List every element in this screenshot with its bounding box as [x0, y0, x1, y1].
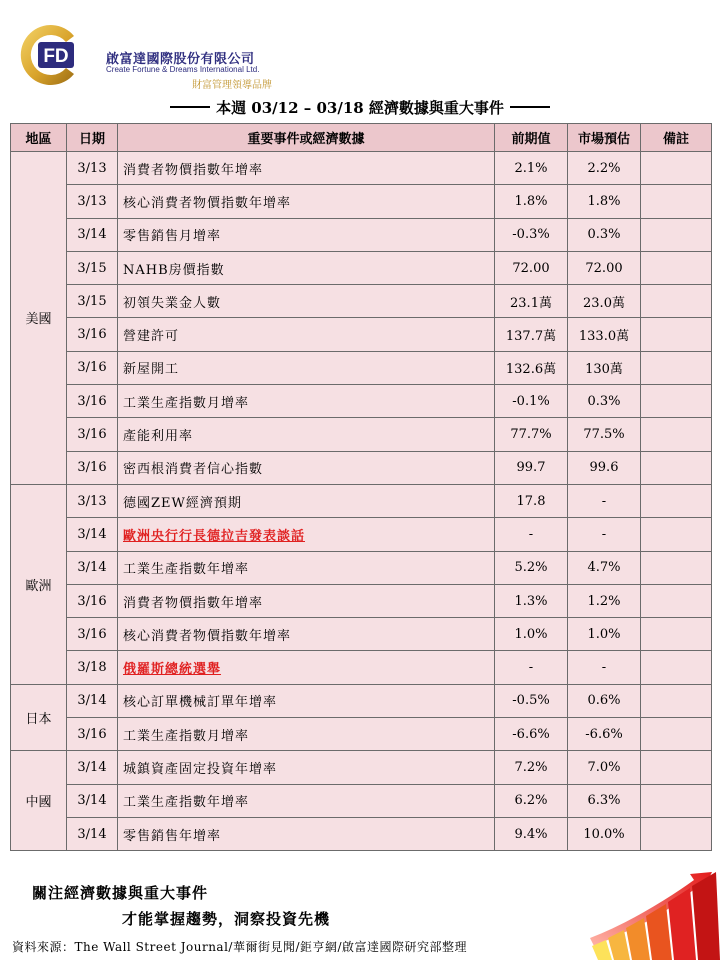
note-cell: [641, 451, 712, 484]
forecast-cell: 7.0%: [568, 751, 641, 784]
col-header-forecast: 市場預估: [568, 124, 641, 152]
previous-cell: -: [495, 518, 568, 551]
event-cell: [118, 651, 495, 684]
date-cell: 3/14: [67, 751, 118, 784]
date-cell: 3/16: [67, 418, 118, 451]
note-cell: [641, 351, 712, 384]
note-cell: [641, 551, 712, 584]
slogan-line-2: 才能掌握趨勢，洞察投資先機: [122, 910, 331, 928]
col-header-previous: 前期值: [495, 124, 568, 152]
region-cell: 歐洲: [11, 484, 67, 684]
event-cell: 新屋開工: [118, 351, 495, 384]
title-rule-right: [510, 106, 550, 108]
note-cell: [641, 584, 712, 617]
date-cell: 3/14: [67, 518, 118, 551]
event-cell: 消費者物價指數年增率: [118, 584, 495, 617]
previous-cell: -6.6%: [495, 718, 568, 751]
data-source: 資料來源：The Wall Street Journal/華爾街見聞/鉅亨網/啟富達國際研究部整理: [12, 940, 468, 954]
table-row: [11, 285, 712, 318]
forecast-cell: -: [568, 484, 641, 517]
table-row: [11, 584, 712, 617]
logo-letters: FD: [43, 46, 69, 67]
table-row: [11, 351, 712, 384]
forecast-cell: 130萬: [568, 351, 641, 384]
event-cell: 零售銷售月增率: [118, 218, 495, 251]
page-title: 本週 03/12 – 03/18 經濟數據與重大事件: [216, 98, 504, 117]
forecast-cell: 1.2%: [568, 584, 641, 617]
highlighted-event-text: 俄羅斯總統選舉: [123, 662, 222, 678]
date-cell: 3/14: [67, 817, 118, 850]
company-tagline: 財富管理領導品牌: [192, 80, 272, 91]
growth-chart-graphic: [586, 866, 720, 960]
previous-cell: 6.2%: [495, 784, 568, 817]
company-logo-mark: [16, 22, 82, 88]
date-cell: 3/13: [67, 185, 118, 218]
date-cell: 3/16: [67, 584, 118, 617]
event-cell: 工業生產指數月增率: [118, 385, 495, 418]
event-cell: 工業生產指數月增率: [118, 718, 495, 751]
previous-cell: -0.5%: [495, 684, 568, 717]
table-row: [11, 318, 712, 351]
date-cell: 3/16: [67, 718, 118, 751]
forecast-cell: 6.3%: [568, 784, 641, 817]
previous-cell: -0.1%: [495, 385, 568, 418]
previous-cell: 23.1萬: [495, 285, 568, 318]
note-cell: [641, 817, 712, 850]
date-cell: 3/15: [67, 251, 118, 284]
table-row: [11, 451, 712, 484]
page-title-row: [0, 96, 720, 118]
previous-cell: 137.7萬: [495, 318, 568, 351]
note-cell: [641, 218, 712, 251]
table-row: [11, 418, 712, 451]
forecast-cell: 23.0萬: [568, 285, 641, 318]
date-cell: 3/16: [67, 351, 118, 384]
event-cell: 工業生產指數年增率: [118, 551, 495, 584]
table-header-row: [11, 124, 712, 152]
forecast-cell: 1.8%: [568, 185, 641, 218]
previous-cell: 99.7: [495, 451, 568, 484]
event-cell: 核心消費者物價指數年增率: [118, 185, 495, 218]
forecast-cell: 72.00: [568, 251, 641, 284]
highlighted-event-text: 歐洲央行行長德拉吉發表談話: [123, 528, 306, 544]
company-logo: [16, 22, 316, 92]
date-cell: 3/14: [67, 218, 118, 251]
event-cell: 營建許可: [118, 318, 495, 351]
date-cell: 3/15: [67, 285, 118, 318]
col-header-event: 重要事件或經濟數據: [118, 124, 495, 152]
forecast-cell: -: [568, 518, 641, 551]
table-row: [11, 784, 712, 817]
table-row: [11, 817, 712, 850]
date-cell: 3/13: [67, 152, 118, 185]
table-row: [11, 751, 712, 784]
region-cell: 中國: [11, 751, 67, 851]
note-cell: [641, 152, 712, 185]
previous-cell: 77.7%: [495, 418, 568, 451]
date-cell: 3/14: [67, 784, 118, 817]
event-cell: 密西根消費者信心指數: [118, 451, 495, 484]
forecast-cell: 99.6: [568, 451, 641, 484]
forecast-cell: 133.0萬: [568, 318, 641, 351]
previous-cell: 7.2%: [495, 751, 568, 784]
table-row: [11, 684, 712, 717]
table-row: [11, 651, 712, 684]
col-header-note: 備註: [641, 124, 712, 152]
previous-cell: 5.2%: [495, 551, 568, 584]
forecast-cell: 10.0%: [568, 817, 641, 850]
col-header-date: 日期: [67, 124, 118, 152]
date-cell: 3/13: [67, 484, 118, 517]
note-cell: [641, 185, 712, 218]
event-cell: 核心訂單機械訂單年增率: [118, 684, 495, 717]
forecast-cell: -6.6%: [568, 718, 641, 751]
table-row: [11, 185, 712, 218]
region-cell: 美國: [11, 152, 67, 485]
note-cell: [641, 318, 712, 351]
note-cell: [641, 684, 712, 717]
table-row: [11, 218, 712, 251]
note-cell: [641, 618, 712, 651]
event-cell: 城鎮資產固定投資年增率: [118, 751, 495, 784]
note-cell: [641, 751, 712, 784]
note-cell: [641, 385, 712, 418]
table-row: [11, 618, 712, 651]
event-cell: 產能利用率: [118, 418, 495, 451]
title-rule-left: [170, 106, 210, 108]
forecast-cell: 0.3%: [568, 385, 641, 418]
note-cell: [641, 718, 712, 751]
date-cell: 3/16: [67, 385, 118, 418]
note-cell: [641, 285, 712, 318]
table-row: [11, 385, 712, 418]
table-row: [11, 484, 712, 517]
previous-cell: 1.8%: [495, 185, 568, 218]
event-cell: [118, 518, 495, 551]
date-cell: 3/18: [67, 651, 118, 684]
date-cell: 3/16: [67, 451, 118, 484]
note-cell: [641, 651, 712, 684]
event-cell: 零售銷售年增率: [118, 817, 495, 850]
forecast-cell: 0.3%: [568, 218, 641, 251]
event-cell: 消費者物價指數年增率: [118, 152, 495, 185]
previous-cell: 1.3%: [495, 584, 568, 617]
table-row: [11, 152, 712, 185]
forecast-cell: 1.0%: [568, 618, 641, 651]
company-name-en: Create Fortune & Dreams International Ltd.: [106, 65, 260, 74]
previous-cell: 72.00: [495, 251, 568, 284]
events-table: [10, 123, 712, 851]
table-row: [11, 718, 712, 751]
previous-cell: -: [495, 651, 568, 684]
previous-cell: 9.4%: [495, 817, 568, 850]
note-cell: [641, 518, 712, 551]
table-row: [11, 551, 712, 584]
note-cell: [641, 251, 712, 284]
previous-cell: -0.3%: [495, 218, 568, 251]
previous-cell: 2.1%: [495, 152, 568, 185]
note-cell: [641, 784, 712, 817]
table-row: [11, 518, 712, 551]
date-cell: 3/14: [67, 684, 118, 717]
previous-cell: 1.0%: [495, 618, 568, 651]
forecast-cell: 0.6%: [568, 684, 641, 717]
forecast-cell: 2.2%: [568, 152, 641, 185]
date-cell: 3/14: [67, 551, 118, 584]
event-cell: 初領失業金人數: [118, 285, 495, 318]
forecast-cell: 77.5%: [568, 418, 641, 451]
date-cell: 3/16: [67, 618, 118, 651]
event-cell: 核心消費者物價指數年增率: [118, 618, 495, 651]
previous-cell: 17.8: [495, 484, 568, 517]
note-cell: [641, 418, 712, 451]
previous-cell: 132.6萬: [495, 351, 568, 384]
col-header-region: 地區: [11, 124, 67, 152]
table-body: [11, 152, 712, 851]
forecast-cell: -: [568, 651, 641, 684]
date-cell: 3/16: [67, 318, 118, 351]
note-cell: [641, 484, 712, 517]
forecast-cell: 4.7%: [568, 551, 641, 584]
event-cell: 德國ZEW經濟預期: [118, 484, 495, 517]
event-cell: 工業生產指數年增率: [118, 784, 495, 817]
company-name-cn: 啟富達國際股份有限公司: [106, 52, 255, 67]
table-row: [11, 251, 712, 284]
event-cell: NAHB房價指數: [118, 251, 495, 284]
region-cell: 日本: [11, 684, 67, 751]
slogan-line-1: 關注經濟數據與重大事件: [32, 884, 209, 902]
